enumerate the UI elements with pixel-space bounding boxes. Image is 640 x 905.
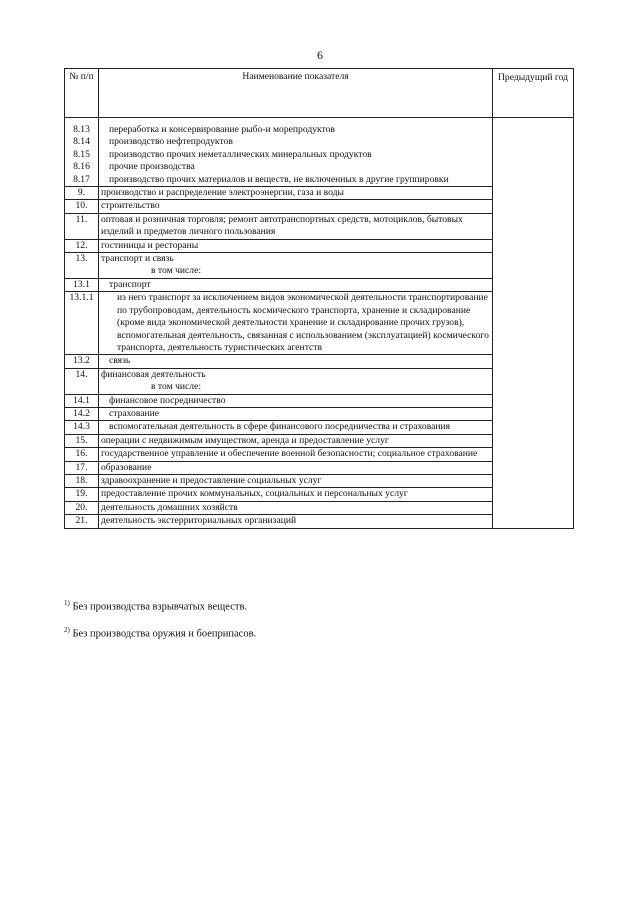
row-number: 16.: [65, 448, 99, 461]
row-number: 20.: [65, 501, 99, 514]
row-number: [65, 265, 99, 278]
footnote-mark: 1): [64, 599, 70, 607]
row-previous-year-value: [493, 253, 574, 266]
row-previous-year-value: [493, 394, 574, 407]
row-previous-year-value: [493, 368, 574, 381]
row-indicator-name: в том числе:: [99, 381, 493, 394]
row-indicator-name: производство прочих материалов и веществ, не включенных в другие группировки: [99, 174, 493, 187]
header-number: № п/п: [65, 69, 99, 118]
table-row: [65, 394, 574, 407]
table-row: [65, 239, 574, 252]
table-row: [65, 161, 574, 173]
row-indicator-name: деятельность домашних хозяйств: [99, 501, 493, 514]
table-row: [65, 474, 574, 487]
row-previous-year-value: [493, 213, 574, 239]
row-number: 14.3: [65, 421, 99, 434]
row-indicator-name: прочие производства: [99, 161, 493, 173]
row-number: 8.17: [65, 174, 99, 187]
row-number: 18.: [65, 474, 99, 487]
row-indicator-name: финансовое посредничество: [99, 394, 493, 407]
row-indicator-name: операции с недвижимым имуществом, аренда и предоставление услуг: [99, 434, 493, 447]
row-indicator-name: гостиницы и рестораны: [99, 239, 493, 252]
row-number: 14.: [65, 368, 99, 381]
table-row: [65, 136, 574, 148]
row-indicator-name: строительство: [99, 200, 493, 213]
row-indicator-name: производство нефтепродуктов: [99, 136, 493, 148]
row-previous-year-value: [493, 488, 574, 501]
footnotes: [64, 592, 256, 645]
row-number: 13.2: [65, 355, 99, 368]
table-row: [65, 488, 574, 501]
header-previous-year: Предыдущий год: [493, 69, 574, 118]
row-indicator-name: транспорт: [99, 278, 493, 291]
row-previous-year-value: [493, 136, 574, 148]
row-previous-year-value: [493, 421, 574, 434]
row-indicator-name: образование: [99, 461, 493, 474]
row-previous-year-value: [493, 292, 574, 355]
table-header-row: [65, 69, 574, 118]
row-indicator-name: переработка и консервирование рыбо-и морепродуктов: [99, 124, 493, 136]
header-indicator-name: Наименование показателя: [99, 69, 493, 118]
row-previous-year-value: [493, 161, 574, 173]
row-previous-year-value: [493, 265, 574, 278]
table-row: [65, 292, 574, 355]
table-row: [65, 124, 574, 136]
row-indicator-name: в том числе:: [99, 265, 493, 278]
table-row: [65, 187, 574, 200]
row-indicator-name: государственное управление и обеспечение военной безопасности; социальное страхование: [99, 448, 493, 461]
table-row: [65, 368, 574, 381]
table-body: [65, 118, 574, 529]
table-row: [65, 434, 574, 447]
row-number: 8.16: [65, 161, 99, 173]
row-previous-year-value: [493, 239, 574, 252]
row-number: 13.: [65, 253, 99, 266]
row-number: 15.: [65, 434, 99, 447]
row-indicator-name: оптовая и розничная торговля; ремонт автотранспортных средств, мотоциклов, бытовых изделий и предметов личного пользования: [99, 213, 493, 239]
footnote-text: Без производства взрывчатых веществ.: [72, 601, 248, 613]
row-indicator-name: производство прочих неметаллических минеральных продуктов: [99, 149, 493, 161]
row-indicator-name: деятельность экстерриториальных организаций: [99, 515, 493, 528]
row-indicator-name: вспомогательная деятельность в сфере финансового посредничества и страхования: [99, 421, 493, 434]
row-previous-year-value: [493, 149, 574, 161]
table-row: [65, 174, 574, 187]
footnote: [64, 592, 256, 619]
footnote-text: Без производства оружия и боеприпасов.: [72, 628, 257, 639]
table-row: [65, 200, 574, 213]
row-number: 13.1: [65, 278, 99, 291]
row-number: 14.2: [65, 407, 99, 420]
row-indicator-name: финансовая деятельность: [99, 368, 493, 381]
row-indicator-name: страхование: [99, 407, 493, 420]
table-row: [65, 407, 574, 420]
row-number: 21.: [65, 515, 99, 528]
table-row: [65, 278, 574, 291]
row-previous-year-value: [493, 355, 574, 368]
table-row: [65, 515, 574, 528]
table-row: [65, 213, 574, 239]
row-previous-year-value: [493, 448, 574, 461]
row-previous-year-value: [493, 174, 574, 187]
row-previous-year-value: [493, 474, 574, 487]
table-row: [65, 265, 574, 278]
row-previous-year-value: [493, 434, 574, 447]
row-number: 10.: [65, 200, 99, 213]
row-previous-year-value: [493, 501, 574, 514]
row-previous-year-value: [493, 187, 574, 200]
row-number: 12.: [65, 239, 99, 252]
row-number: 8.15: [65, 149, 99, 161]
table-row: [65, 381, 574, 394]
table-row: [65, 501, 574, 514]
row-previous-year-value: [493, 381, 574, 394]
row-number: 9.: [65, 187, 99, 200]
table-row: [65, 253, 574, 266]
table-row: [65, 448, 574, 461]
footnote: [64, 619, 256, 646]
indicators-table: [64, 68, 574, 529]
row-indicator-name: из него транспорт за исключением видов экономической деятельности транспортирование по трубопроводам, деятельность космического транспорта, хранение и складирование (кроме вида экономической деятельности хранение и складирование прочих грузов), вспомогательная деятельность, связанная с использованием (эксплуатацией) космического транспорта, деятельность туристических агентств: [99, 292, 493, 355]
page-number: 6: [317, 48, 323, 62]
row-number: [65, 381, 99, 394]
row-number: 14.1: [65, 394, 99, 407]
row-previous-year-value: [493, 407, 574, 420]
row-indicator-name: предоставление прочих коммунальных, социальных и персональных услуг: [99, 488, 493, 501]
table-row: [65, 149, 574, 161]
table-row: [65, 355, 574, 368]
row-number: 11.: [65, 213, 99, 239]
row-previous-year-value: [493, 124, 574, 136]
row-previous-year-value: [493, 200, 574, 213]
row-indicator-name: связь: [99, 355, 493, 368]
footnote-mark: 2): [64, 625, 70, 634]
row-number: 8.14: [65, 136, 99, 148]
row-number: 8.13: [65, 124, 99, 136]
row-previous-year-value: [493, 278, 574, 291]
table-row: [65, 461, 574, 474]
row-number: 13.1.1: [65, 292, 99, 355]
row-previous-year-value: [493, 515, 574, 528]
table-row: [65, 421, 574, 434]
row-indicator-name: производство и распределение электроэнергии, газа и воды: [99, 187, 493, 200]
row-number: 19.: [65, 488, 99, 501]
row-previous-year-value: [493, 461, 574, 474]
row-indicator-name: транспорт и связь: [99, 253, 493, 266]
row-indicator-name: здравоохранение и предоставление социальных услуг: [99, 474, 493, 487]
row-number: 17.: [65, 461, 99, 474]
